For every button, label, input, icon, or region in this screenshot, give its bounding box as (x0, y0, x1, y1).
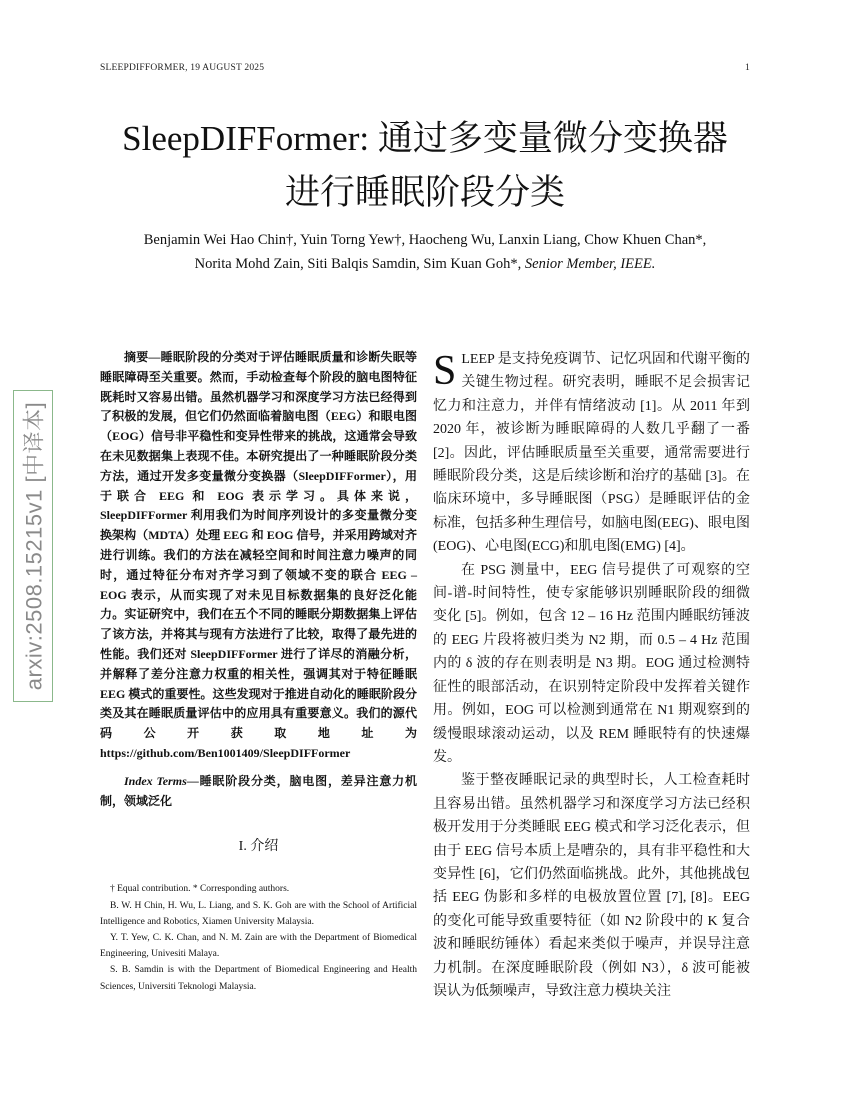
page-number: 1 (745, 63, 750, 73)
footnote: B. W. H Chin, H. Wu, L. Liang, and S. K. Goh are with the School of Artificial Intelligence and Robotics, Xiamen University Malaysia. (100, 900, 417, 927)
footnote: Y. T. Yew, C. K. Chan, and N. M. Zain are with the Department of Biomedical Engineering, Univesiti Malaya. (100, 932, 417, 960)
intro-paragraph-3: 鉴于整夜睡眠记录的典型时长，人工检查耗时且容易出错。虽然机器学习和深度学习方法已经积极开发用于分类睡眠 EEG 模式和学习泛化表示，但由于 EEG 信号本质上是嘈杂的，具有非平稳性和大变异性 [6]，它们仍然面临挑战。此外，其他挑战包括 EEG 伪影和多样的电极放置位置 [7], [8]。EEG 的变化可能导致重要特征（如 N2 阶段中的 K 复合波和睡眠纺锤体）看起来类似于噪声，并误导注意力机制。在深度睡眠阶段（例如 N3），δ 波可能被误认为低频噪声，导致注意力模块关注 (433, 773, 750, 999)
right-column (433, 348, 750, 1003)
author-role: Senior Member, IEEE. (524, 256, 656, 272)
index-terms (100, 772, 417, 812)
author-list (100, 228, 750, 276)
arxiv-stamp-text: arxiv:2508.15215v1 [中译本] (21, 401, 47, 691)
index-terms-label: Index Terms (124, 773, 187, 788)
section-heading: I. 介绍 (238, 839, 279, 855)
footnote: † Equal contribution. * Corresponding authors. (110, 884, 290, 895)
intro-paragraph-1 (433, 348, 750, 559)
author-line-2 (100, 252, 750, 276)
abstract: 摘要—睡眠阶段的分类对于评估睡眠质量和诊断失眠等睡眠障碍至关重要。然而，手动检查每个阶段的脑电图特征既耗时又容易出错。虽然机器学习和深度学习方法已经得到了积极的发展，但它们仍然面临着脑电图（EEG）和眼电图（EOG）信号非平稳性和变异性带来的挑战，这通常会导致在未见数据集上表现不佳。本研究提出了一种睡眠阶段分类方法，通过开发多变量微分变换器（SleepDIFFormer），用于联合 EEG 和 EOG 表示学习。具体来说，SleepDIFFormer 利用我们为时间序列设计的多变量微分变换架构（MDTA）处理 EEG 和 EOG 信号，并采用跨域对齐进行训练。我们的方法在减轻空间和时间注意力噪声的同时，通过特征分布对齐学习到了领域不变的联合 EEG – EOG 表示，从而实现了对未见目标数据集的良好泛化能力。实证研究中，我们在五个不同的睡眠分期数据集上评估了该方法，并将其与现有方法进行了比较，取得了最先进的性能。我们还对 SleepDIFFormer 进行了详尽的消融分析，并解释了差分注意力权重的相关性，强调其对于特征睡眠 EEG 模式的重要性。这些发现对于推进自动化的睡眠阶段分类及其在睡眠质量评估中的应用具有重要意义。我们的源代码公开获取地址为 https://github.com/Ben1001409/SleepDIFFormer (100, 350, 417, 760)
running-head (100, 63, 750, 73)
intro-paragraph-1-text: LEEP 是支持免疫调节、记忆巩固和代谢平衡的关键生物过程。研究表明，睡眠不足会损害记忆力和注意力，并伴有情绪波动 [1]。从 2011 年到 2020 年，被诊断为睡眠障碍的人数几乎翻了一番 [2]。因此，评估睡眠质量至关重要，通常需要进行睡眠阶段分类，这是后续诊断和治疗的基础 [3]。在临床环境中，多导睡眠图（PSG）是睡眠评估的金标准，包括多种生理信号，如脑电图(EEG)、眼电图(EOG)、心电图(ECG)和肌电图(EMG) [4]。 (433, 352, 750, 555)
drop-cap: S (433, 348, 457, 394)
intro-paragraph-2: 在 PSG 测量中，EEG 信号提供了可观察的空间-谱-时间特性，使专家能够识别睡眠阶段的细微变化 [5]。例如，包含 12 – 16 Hz 范围内睡眠纺锤波的 EEG 片段将被归类为 N2 期，而 0.5 – 4 Hz 范围内的 δ 波的存在则表明是 N3 期。EOG 通过检测特征性的眼部活动，在识别特定阶段中发挥着关键作用。例如，EOG 可以检测到通常在 N1 期观察到的缓慢眼球滚动运动，以及 REM 睡眠特有的快速爆发。 (433, 562, 750, 765)
footnote: S. B. Samdin is with the Department of Biomedical Engineering and Health Sciences, Universiti Teknologi Malaysia. (100, 965, 417, 992)
left-column (100, 348, 417, 995)
title-line-1: SleepDIFFormer: 通过多变量微分变换器 (122, 119, 728, 158)
author-line-1: Benjamin Wei Hao Chin†, Yuin Torng Yew†, Haocheng Wu, Lanxin Liang, Chow Khuen Chan*, (143, 232, 707, 248)
arxiv-stamp (13, 390, 53, 702)
author-line-2-names: Norita Mohd Zain, Siti Balqis Samdin, Sim Kuan Goh*, (194, 256, 522, 272)
index-terms-text: —睡眠阶段分类，脑电图，差异注意力机制，领域泛化 (100, 773, 417, 808)
footnotes (100, 881, 417, 994)
paper-title (90, 112, 760, 220)
running-title: SLEEPDIFFORMER, 19 AUGUST 2025 (100, 63, 265, 73)
title-line-2: 进行睡眠阶段分类 (284, 173, 565, 212)
